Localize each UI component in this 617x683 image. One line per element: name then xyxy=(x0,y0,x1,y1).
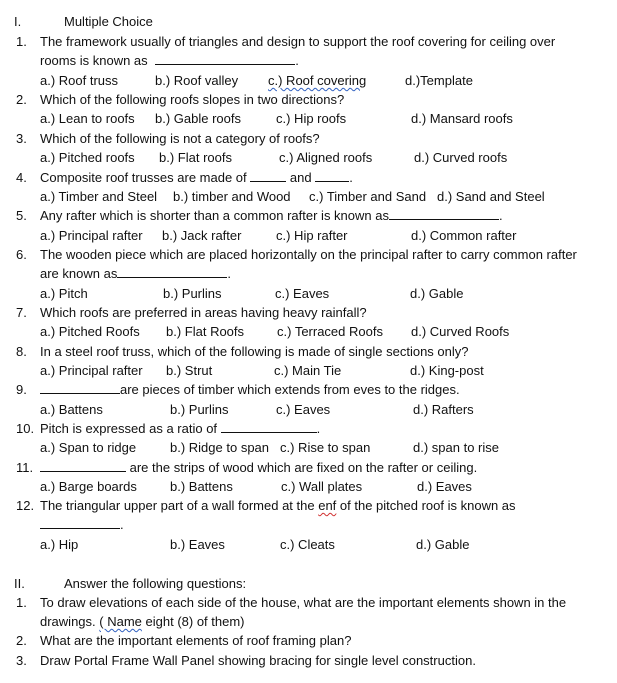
question-text xyxy=(40,497,516,515)
option-b: b.) Purlins xyxy=(163,286,222,301)
question-text-part: drawings. xyxy=(40,614,96,629)
question-text: The framework usually of triangles and design to support the roof covering for ceiling over xyxy=(40,34,556,49)
question-text-part: are pieces of timber which extends from eves to the ridges. xyxy=(120,382,460,397)
question-end: . xyxy=(227,266,231,281)
option-b: b.) Roof valley xyxy=(155,73,239,88)
section-heading: Answer the following questions: xyxy=(64,576,247,591)
question-end: . xyxy=(295,53,299,68)
option-a: a.) Timber and Steel xyxy=(40,189,158,204)
option-d: d.) King-post xyxy=(410,363,484,378)
question-number: 1. xyxy=(16,595,27,610)
question-text: The wooden piece which are placed horizontally on the principal rafter to carry common rafter xyxy=(40,247,577,262)
question-text-part: rooms is known as xyxy=(40,53,148,68)
question-text: To draw elevations of each side of the house, what are the important elements shown in the xyxy=(40,595,567,610)
answer-blank xyxy=(40,459,126,472)
question-text-part: are the strips of wood which are fixed on the rafter or ceiling. xyxy=(129,460,478,475)
option-b: b.) timber and Wood xyxy=(173,189,291,204)
question-number: 7. xyxy=(16,305,27,320)
option-d: d.) Eaves xyxy=(417,479,472,494)
section-numeral: II. xyxy=(14,576,25,591)
option-b: b.) Jack rafter xyxy=(162,228,242,243)
option-d: d.) Sand and Steel xyxy=(437,189,545,204)
answer-blank xyxy=(389,207,499,220)
option-c: c.) Cleats xyxy=(280,537,335,552)
question-text-flagged: ( Name xyxy=(99,614,142,629)
option-b: b.) Battens xyxy=(170,479,233,494)
question-text-part: and xyxy=(289,170,312,185)
option-c-label: c.) Roof covering xyxy=(268,73,367,88)
question-text: Which of the following is not a category of roofs? xyxy=(40,131,320,146)
option-b: b.) Strut xyxy=(166,363,213,378)
question-number: 2. xyxy=(16,92,27,107)
option-a: a.) Battens xyxy=(40,402,103,417)
question-end: . xyxy=(349,170,353,185)
option-c: c.) Rise to span xyxy=(280,440,371,455)
question-number: 5. xyxy=(16,208,27,223)
question-text xyxy=(40,420,320,438)
option-b: b.) Flat roofs xyxy=(159,150,232,165)
option-d: d.) Gable xyxy=(410,286,464,301)
question-text-part: Pitch is expressed as a ratio of xyxy=(40,421,218,436)
option-d: d.) Mansard roofs xyxy=(411,111,513,126)
answer-blank xyxy=(155,52,295,65)
option-a: a.) Span to ridge xyxy=(40,440,137,455)
question-text-continued xyxy=(40,52,299,70)
section-numeral: I. xyxy=(14,14,22,29)
question-text xyxy=(40,207,503,225)
option-d: d.) Common rafter xyxy=(411,228,517,243)
option-a: a.) Principal rafter xyxy=(40,228,143,243)
question-number: 8. xyxy=(16,344,27,359)
option-a: a.) Barge boards xyxy=(40,479,137,494)
answer-blank xyxy=(40,381,120,394)
question-number: 2. xyxy=(16,633,27,648)
question-text: Draw Portal Frame Wall Panel showing bracing for single level construction. xyxy=(40,653,476,668)
question-number: 4. xyxy=(16,170,27,185)
option-c: c.) Main Tie xyxy=(274,363,342,378)
question-text: What are the important elements of roof framing plan? xyxy=(40,633,352,648)
option-c: c.) Wall plates xyxy=(281,479,363,494)
option-b: b.) Purlins xyxy=(170,402,229,417)
question-text-part: of the pitched roof is known as xyxy=(339,498,516,513)
question-text-part: Any rafter which is shorter than a common rafter is known as xyxy=(40,208,389,223)
question-number: 12. xyxy=(16,498,35,513)
question-number: 10. xyxy=(16,421,35,436)
question-text: In a steel roof truss, which of the following is made of single sections only? xyxy=(40,344,469,359)
question-text: Which roofs are preferred in areas having heavy rainfall? xyxy=(40,305,367,320)
option-d: d.) Gable xyxy=(416,537,470,552)
question-text-continued xyxy=(40,613,245,631)
option-d: d.) Curved roofs xyxy=(414,150,508,165)
answer-blank xyxy=(117,265,227,278)
option-c: c.) Eaves xyxy=(275,286,330,301)
option-a: a.) Lean to roofs xyxy=(40,111,135,126)
question-text-part: Composite roof trusses are made of xyxy=(40,170,247,185)
question-end: . xyxy=(498,208,503,223)
question-text-misspelled: enf xyxy=(318,498,337,513)
option-c: c.) Eaves xyxy=(276,402,331,417)
question-number: 3. xyxy=(16,131,27,146)
question-text xyxy=(40,459,477,477)
option-c: c.) Aligned roofs xyxy=(279,150,373,165)
question-text-part: are known as xyxy=(40,266,118,281)
answer-blank xyxy=(250,169,286,182)
option-a: a.) Pitch xyxy=(40,286,88,301)
option-a: a.) Roof truss xyxy=(40,73,119,88)
option-d: d.) span to rise xyxy=(413,440,499,455)
answer-blank xyxy=(221,420,317,433)
answer-blank xyxy=(315,169,349,182)
question-number: 9. xyxy=(16,382,27,397)
question-number: 11. xyxy=(16,460,34,475)
question-number: 1. xyxy=(16,34,27,49)
option-b: b.) Gable roofs xyxy=(155,111,241,126)
option-c: c.) Timber and Sand xyxy=(309,189,427,204)
option-b: b.) Eaves xyxy=(170,537,225,552)
question-end: . xyxy=(316,421,321,436)
option-a: a.) Pitched Roofs xyxy=(40,324,140,339)
answer-blank xyxy=(40,516,120,529)
option-c: c.) Hip roofs xyxy=(276,111,347,126)
section-heading: Multiple Choice xyxy=(64,14,153,29)
option-d: d.) Rafters xyxy=(413,402,474,417)
option-c xyxy=(268,72,366,90)
question-number: 3. xyxy=(16,653,27,668)
option-a: a.) Principal rafter xyxy=(40,363,143,378)
option-c: c.) Hip rafter xyxy=(276,228,348,243)
question-number: 6. xyxy=(16,247,27,262)
question-end: . xyxy=(120,517,124,532)
option-c: c.) Terraced Roofs xyxy=(277,324,383,339)
question-text-continued xyxy=(40,516,124,534)
question-text-part: eight (8) of them) xyxy=(145,614,245,629)
option-b: b.) Flat Roofs xyxy=(166,324,245,339)
question-text-part: The triangular upper part of a wall formed at the xyxy=(40,498,315,513)
option-d: d.) Curved Roofs xyxy=(411,324,510,339)
option-d: d.)Template xyxy=(405,73,473,88)
question-text: Which of the following roofs slopes in two directions? xyxy=(40,92,345,107)
question-text-continued xyxy=(40,265,231,283)
option-a: a.) Hip xyxy=(40,537,79,552)
question-text xyxy=(40,169,353,187)
question-text xyxy=(40,381,460,399)
option-b: b.) Ridge to span xyxy=(170,440,270,455)
option-a: a.) Pitched roofs xyxy=(40,150,135,165)
